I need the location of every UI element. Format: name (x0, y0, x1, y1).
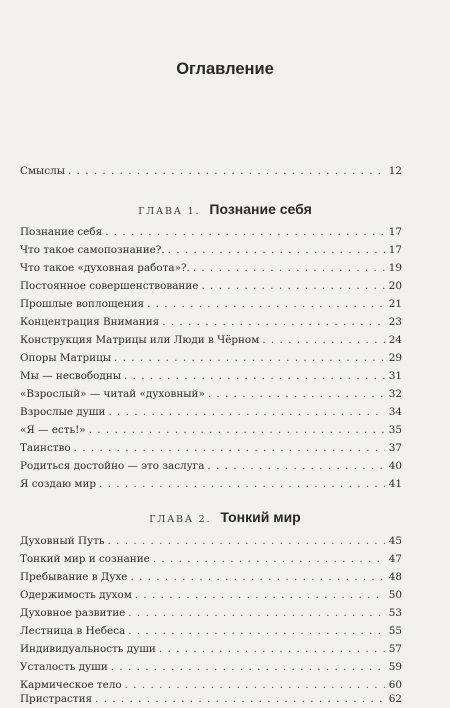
toc-entry-title: Пристрастия (20, 693, 93, 705)
toc-entry-title: Что такое самопознание?. (20, 244, 165, 256)
toc-page-number: 37 (388, 442, 402, 454)
toc-page-number: 29 (388, 352, 402, 364)
dot-leader (114, 349, 385, 367)
toc-page-number: 55 (388, 625, 402, 637)
toc-entry[interactable] (20, 568, 402, 586)
dot-leader (168, 241, 385, 259)
dot-leader (68, 162, 385, 180)
toc-entry-title: Духовное развитие (20, 607, 126, 619)
toc-page-number: 59 (388, 661, 402, 673)
toc-entry-title: Кармическое тело (20, 679, 122, 691)
toc-entry-title: Опоры Матрицы (20, 352, 112, 364)
toc-entry-title: Познание себя (20, 226, 103, 238)
toc-page-number: 47 (388, 553, 402, 565)
page-title: Оглавление (176, 60, 274, 78)
toc-page-number: 20 (388, 280, 402, 292)
toc-entry[interactable] (20, 223, 402, 241)
toc-entry[interactable] (20, 640, 402, 658)
dot-leader (108, 532, 385, 550)
toc-entry-title: Конструкция Матрицы или Люди в Чёрном (20, 334, 260, 346)
toc-page-number: 40 (388, 460, 402, 472)
toc-page-number: 60 (388, 679, 402, 691)
dot-leader (208, 385, 385, 403)
toc-page-number: 24 (388, 334, 402, 346)
dot-leader (159, 640, 385, 658)
toc-entry-title: Прошлые воплощения (20, 298, 145, 310)
toc-entry[interactable] (20, 403, 402, 421)
dot-leader (108, 403, 385, 421)
chapter-label: ГЛАВА 1. (138, 206, 201, 217)
toc-entry-title: Что такое «духовная работа»?. (20, 262, 190, 274)
toc-entry-title: Таинство (20, 442, 71, 454)
dot-leader (89, 421, 385, 439)
toc-entry-title: Концентрация Внимания (20, 316, 160, 328)
toc-entry[interactable] (20, 241, 402, 259)
toc-entry-title: Лестница в Небеса (20, 625, 126, 637)
toc-entry[interactable] (20, 277, 402, 295)
toc-page-number: 31 (388, 370, 402, 382)
toc-entry-intro[interactable] (20, 162, 402, 180)
toc-page-number: 45 (388, 535, 402, 547)
toc-page-number: 53 (388, 607, 402, 619)
toc-entry-title: Я создаю мир (20, 478, 97, 490)
toc-entry[interactable] (20, 421, 402, 439)
dot-leader (111, 658, 385, 676)
toc-entry[interactable] (20, 532, 402, 550)
dot-leader (135, 586, 385, 604)
toc-page-number: 12 (388, 165, 402, 177)
toc-entry[interactable] (20, 690, 402, 708)
toc-entry-title: Усталость души (20, 661, 108, 673)
dot-leader (201, 277, 385, 295)
toc-entry[interactable] (20, 604, 402, 622)
toc-entry[interactable] (20, 550, 402, 568)
toc-entry[interactable] (20, 349, 402, 367)
dot-leader (207, 457, 385, 475)
chapter-label: ГЛАВА 2. (149, 514, 212, 525)
toc-page-number: 41 (388, 478, 402, 490)
chapter-heading (0, 507, 450, 529)
toc-entry-title: Тонкий мир и сознание (20, 553, 150, 565)
dot-leader (162, 313, 385, 331)
dot-leader (95, 690, 385, 708)
toc-page-number: 19 (388, 262, 402, 274)
toc-page-number: 57 (388, 643, 402, 655)
toc-entry-title: Индивидуальность души (20, 643, 156, 655)
toc-page-number: 17 (388, 226, 402, 238)
toc-entry-title: Одержимость духом (20, 589, 132, 601)
toc-page-number: 35 (388, 424, 402, 436)
dot-leader (130, 568, 385, 586)
toc-page-number: 21 (388, 298, 402, 310)
chapter-name: Познание себя (209, 201, 312, 217)
toc-page-number: 23 (388, 316, 402, 328)
chapter-name: Тонкий мир (220, 509, 301, 525)
dot-leader (147, 295, 385, 313)
toc-entry-title: Пребывание в Духе (20, 571, 128, 583)
toc-page-number: 17 (388, 244, 402, 256)
toc-page-number: 62 (388, 693, 402, 705)
toc-entry[interactable] (20, 313, 402, 331)
toc-entry[interactable] (20, 259, 402, 277)
toc-entry-title: Духовный Путь (20, 535, 105, 547)
chapter-heading (0, 199, 450, 221)
dot-leader (128, 622, 385, 640)
toc-page-number: 50 (388, 589, 402, 601)
dot-leader (74, 439, 385, 457)
toc-entry[interactable] (20, 439, 402, 457)
toc-entry-title: Постоянное совершенствование (20, 280, 199, 292)
toc-entry[interactable] (20, 586, 402, 604)
dot-leader (124, 367, 385, 385)
dot-leader (105, 223, 385, 241)
toc-entry[interactable] (20, 658, 402, 676)
dot-leader (193, 259, 385, 277)
toc-entry[interactable] (20, 457, 402, 475)
toc-entry-title: «Взрослый» — читай «духовный» (20, 388, 205, 400)
toc-entry-title: «Я — есть!» (20, 424, 86, 436)
toc-entry[interactable] (20, 367, 402, 385)
toc-entry[interactable] (20, 622, 402, 640)
dot-leader (262, 331, 385, 349)
toc-entry[interactable] (20, 475, 402, 493)
toc-page-number: 32 (388, 388, 402, 400)
toc-page-number: 48 (388, 571, 402, 583)
toc-entry-title: Взрослые души (20, 406, 106, 418)
dot-leader (153, 550, 385, 568)
toc-entry-title: Смыслы (20, 165, 65, 177)
toc-entry[interactable] (20, 295, 402, 313)
toc-entry-title: Мы — несвободны (20, 370, 122, 382)
dot-leader (99, 475, 385, 493)
dot-leader (128, 604, 385, 622)
toc-entry[interactable] (20, 331, 402, 349)
toc-entry-title: Родиться достойно — это заслуга (20, 460, 205, 472)
toc-entry[interactable] (20, 385, 402, 403)
toc-page-number: 34 (388, 406, 402, 418)
